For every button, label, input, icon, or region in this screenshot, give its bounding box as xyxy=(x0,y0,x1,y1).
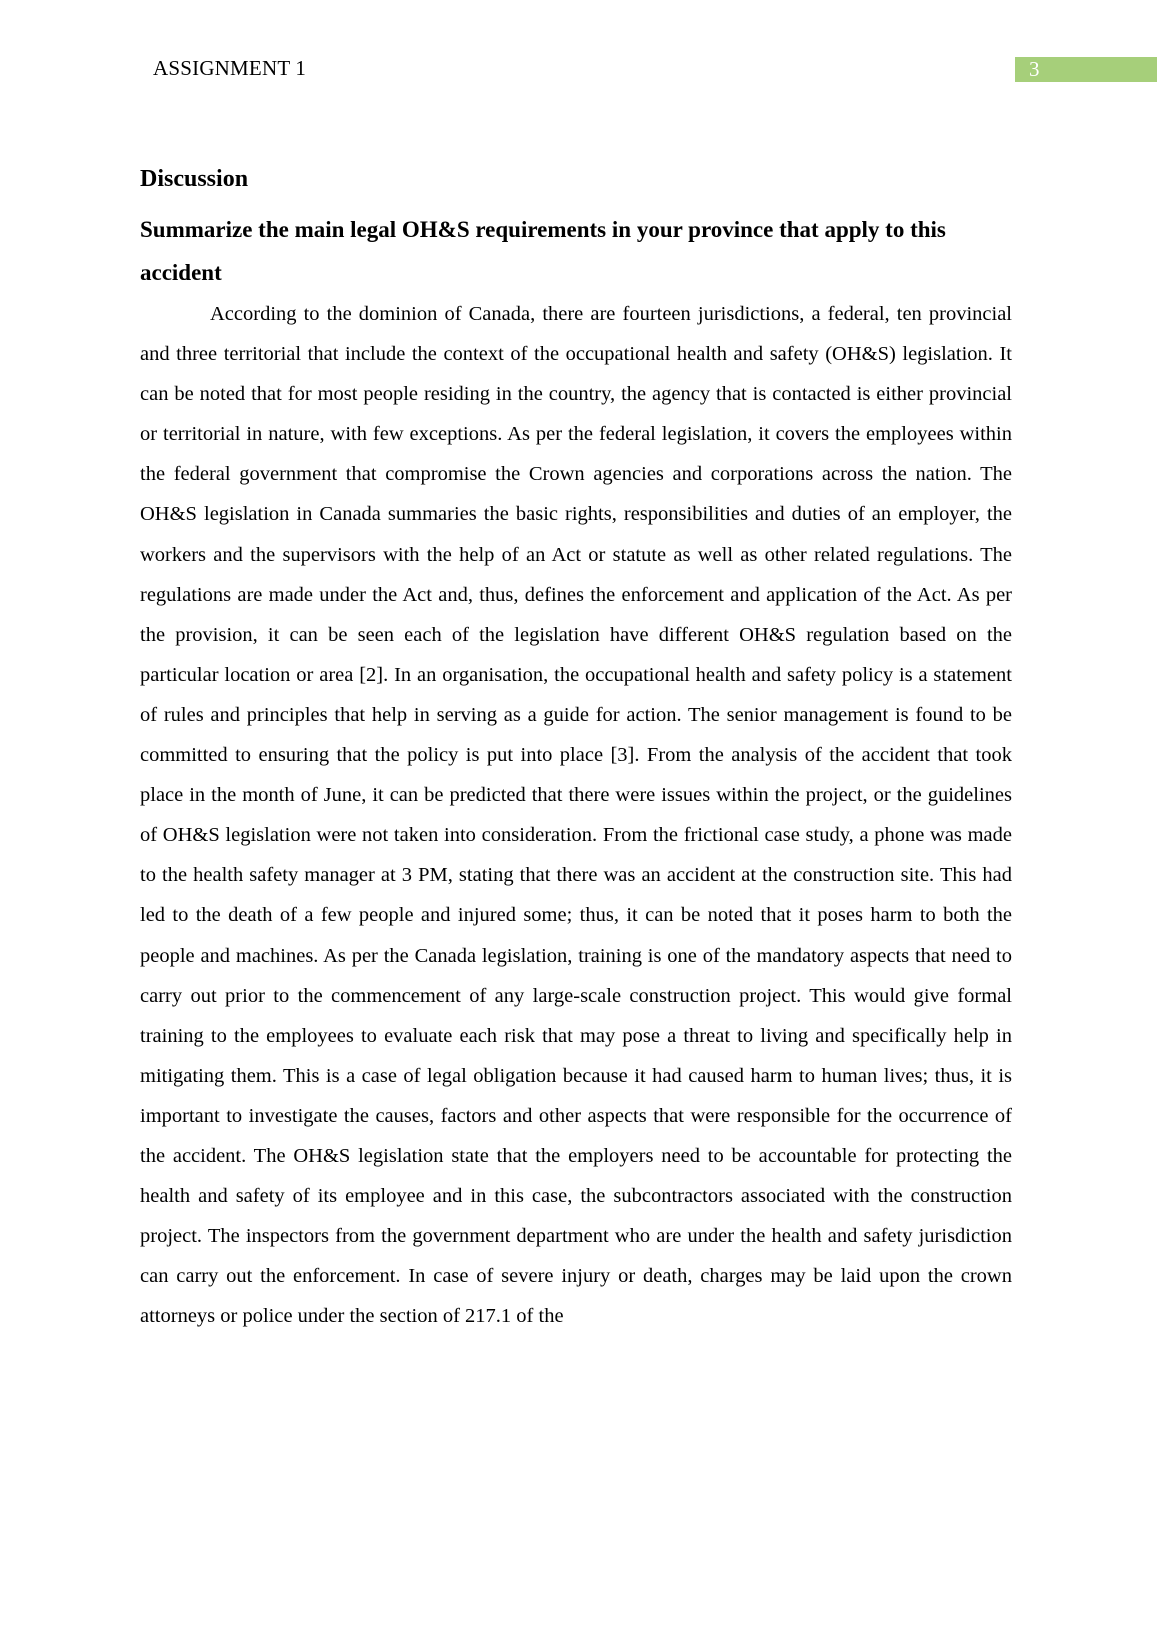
document-body xyxy=(140,158,1012,1336)
body-paragraph: According to the dominion of Canada, there are fourteen jurisdictions, a federal, ten provincial and three territorial that include the context of the occupational health and safety (OH&S) legislation. It can be noted that for most people residing in the country, the agency that is contacted is either provincial or territorial in nature, with few exceptions. As per the federal legislation, it covers the employees within the federal government that compromise the Crown agencies and corporations across the nation. The OH&S legislation in Canada summaries the basic rights, responsibilities and duties of an employer, the workers and the supervisors with the help of an Act or statute as well as other related regulations. The regulations are made under the Act and, thus, defines the enforcement and application of the Act. As per the provision, it can be seen each of the legislation have different OH&S regulation based on the particular location or area [2]. In an organisation, the occupational health and safety policy is a statement of rules and principles that help in serving as a guide for action. The senior management is found to be committed to ensuring that the policy is put into place [3]. From the analysis of the accident that took place in the month of June, it can be predicted that there were issues within the project, or the guidelines of OH&S legislation were not taken into consideration. From the frictional case study, a phone was made to the health safety manager at 3 PM, stating that there was an accident at the construction site. This had led to the death of a few people and injured some; thus, it can be noted that it poses harm to both the people and machines. As per the Canada legislation, training is one of the mandatory aspects that need to carry out prior to the commencement of any large-scale construction project. This would give formal training to the employees to evaluate each risk that may pose a threat to living and specifically help in mitigating them. This is a case of legal obligation because it had caused harm to human lives; thus, it is important to investigate the causes, factors and other aspects that were responsible for the occurrence of the accident. The OH&S legislation state that the employers need to be accountable for protecting the health and safety of its employee and in this case, the subcontractors associated with the construction project. The inspectors from the government department who are under the health and safety jurisdiction can carry out the enforcement. In case of severe injury or death, charges may be laid upon the crown attorneys or police under the section of 217.1 of the xyxy=(140,303,1012,1328)
page-number: 3 xyxy=(1015,57,1157,82)
section-title: Discussion xyxy=(140,166,249,192)
running-head: ASSIGNMENT 1 xyxy=(153,56,307,80)
subheading: Summarize the main legal OH&S requirements in your province that apply to this accident xyxy=(140,217,946,285)
